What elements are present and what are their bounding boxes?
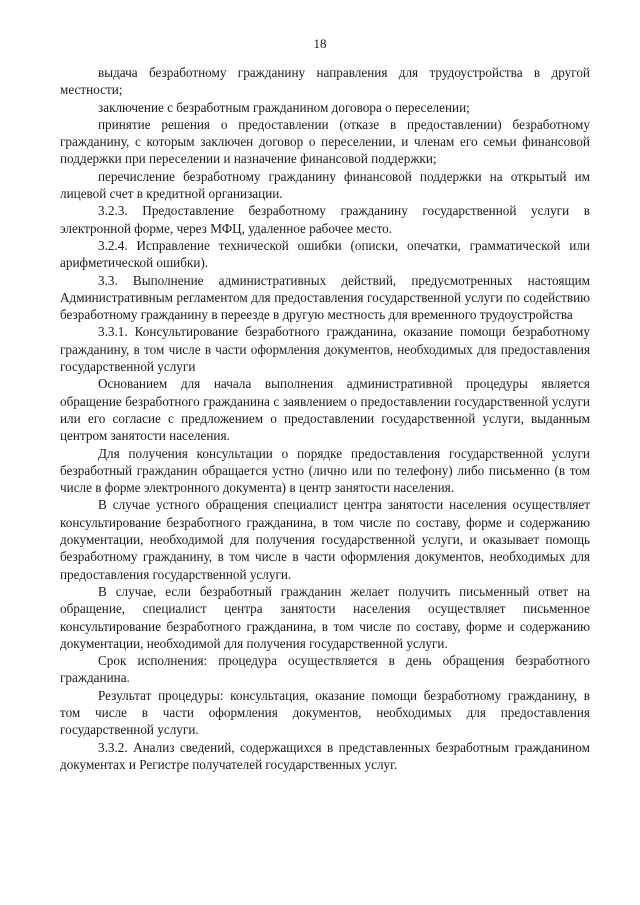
page-number: 18 — [313, 36, 327, 51]
section-heading: 3.3. Выполнение административных действий, предусмотренных настоящим Административным регламентом для предоставления государственной услуги по содействию безработному гражданину в переезде в другую местность для временного трудоустройства — [60, 272, 590, 323]
paragraph: 3.2.4. Исправление технической ошибки (описки, опечатки, грамматической или арифметической ошибки). — [60, 237, 590, 271]
paragraph: заключение с безработным гражданином договора о переселении; — [98, 99, 470, 115]
paragraph: Основанием для начала выполнения административной процедуры является обращение безработного гражданина с заявлением о предоставлении государственной услуги или его согласие с предложением о предоставлении государственной услуги, выданным центром занятости населения. — [60, 376, 590, 444]
paragraph: Срок исполнения: процедура осуществляется в день обращения безработного гражданина. — [60, 653, 590, 686]
paragraph: Для получения консультации о порядке предоставления государственной услуги безработный гражданин обращается устно (лично или по телефону) либо письменно (в том числе в форме электронного документа) в центр занятости населения. — [60, 445, 590, 496]
paragraph: принятие решения о предоставлении (отказе в предоставлении) безработному гражданину, с которым заключен договор о переселении, и членам его семьи финансовой поддержки при переселении и назначение финансовой поддержки; — [60, 116, 590, 167]
document-body — [60, 64, 590, 773]
paragraph: перечисление безработному гражданину финансовой поддержки на открытый им лицевой счет в кредитной организации. — [60, 168, 590, 202]
paragraph: В случае устного обращения специалист центра занятости населения осуществляет консультирование безработного гражданина, в том числе по составу, форме и содержанию документации, необходимой для получения государственной услуги, и оказывает помощь безработному гражданину, в том числе в части оформления документов, необходимых для предоставления государственной услуги. — [60, 497, 590, 582]
paragraph: В случае, если безработный гражданин желает получить письменный ответ на обращение, специалист центра занятости населения осуществляет письменное консультирование безработного гражданина, в том числе по составу, форме и содержанию документации, необходимой для получения государственной услуги. — [60, 583, 590, 651]
subsection-heading: 3.3.1. Консультирование безработного гражданина, оказание помощи безработному гражданину, в том числе в части оформления документов, необходимых для предоставления государственной услуги — [60, 324, 590, 375]
paragraph: 3.2.3. Предоставление безработному гражданину государственной услуги в электронной форме, через МФЦ, удаленное рабочее место. — [60, 203, 590, 236]
paragraph: Результат процедуры: консультация, оказание помощи безработному гражданину, в том числе в части оформления документов, необходимых для предоставления государственной услуги. — [60, 687, 590, 738]
paragraph: выдача безработному гражданину направления для трудоустройства в другой местности; — [60, 65, 590, 98]
subsection-heading: 3.3.2. Анализ сведений, содержащихся в представленных безработным гражданином документах и Регистре получателей государственных услуг. — [60, 739, 590, 772]
